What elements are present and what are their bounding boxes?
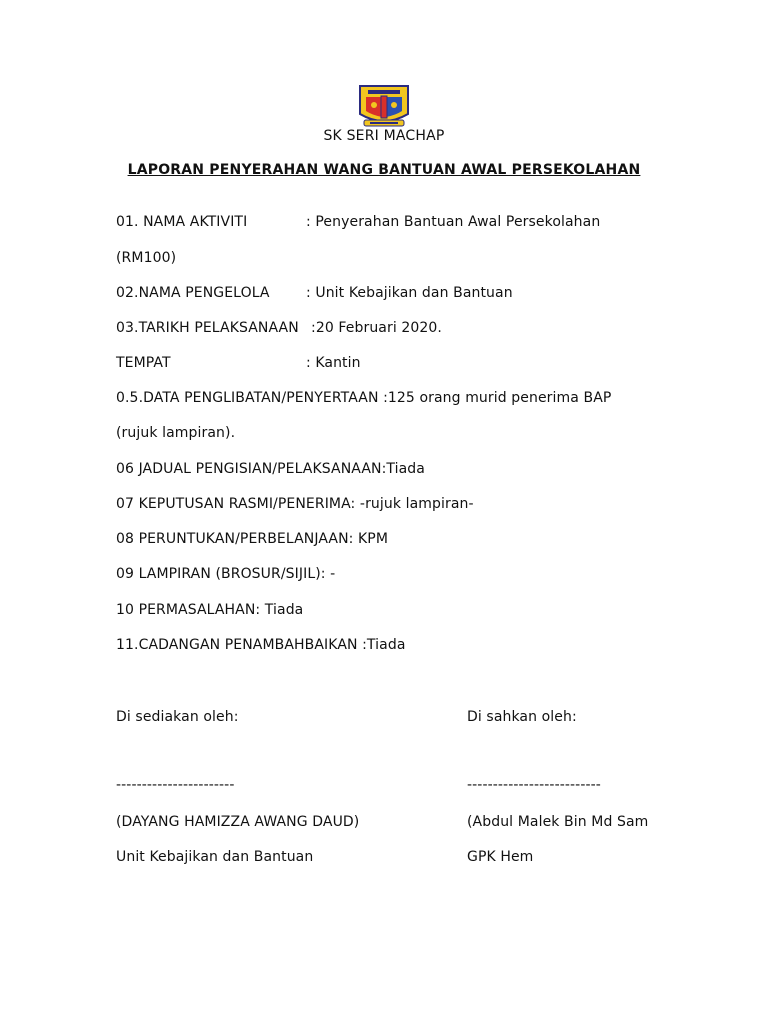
verified-signature-line: --------------------------	[467, 777, 601, 793]
prepared-signature-line: -----------------------	[116, 777, 235, 793]
verified-by-label: Di sahkan oleh:	[467, 709, 577, 725]
activity-label: 01. NAMA AKTIVITI	[116, 214, 248, 230]
participation-continued: (rujuk lampiran).	[116, 425, 236, 441]
suggestions-line: 11.CADANGAN PENAMBAHBAIKAN :Tiada	[116, 637, 406, 653]
verified-unit: GPK Hem	[467, 849, 534, 865]
prepared-by-label: Di sediakan oleh:	[116, 709, 239, 725]
document-title: LAPORAN PENYERAHAN WANG BANTUAN AWAL PERSEKOLAHAN	[127, 162, 641, 178]
organizer-label: 02.NAMA PENGELOLA	[116, 285, 270, 301]
organizer-value: : Unit Kebajikan dan Bantuan	[306, 285, 513, 301]
date-label: 03.TARIKH PELAKSANAAN	[116, 320, 299, 336]
prepared-unit: Unit Kebajikan dan Bantuan	[116, 849, 314, 865]
schedule-line: 06 JADUAL PENGISIAN/PELAKSANAAN:Tiada	[116, 461, 425, 477]
activity-value: : Penyerahan Bantuan Awal Persekolahan	[306, 214, 601, 230]
place-label: TEMPAT	[116, 355, 171, 371]
date-value: :20 Februari 2020.	[311, 320, 442, 336]
school-crest-icon	[356, 84, 412, 128]
prepared-name: (DAYANG HAMIZZA AWANG DAUD)	[116, 814, 360, 830]
place-value: : Kantin	[306, 355, 361, 371]
verified-name: (Abdul Malek Bin Md Sam	[467, 814, 649, 830]
participation-line: 0.5.DATA PENGLIBATAN/PENYERTAAN :125 orang murid penerima BAP	[116, 390, 612, 406]
issues-line: 10 PERMASALAHAN: Tiada	[116, 602, 304, 618]
attachment-line: 09 LAMPIRAN (BROSUR/SIJIL): -	[116, 566, 336, 582]
activity-value-continued: (RM100)	[116, 250, 177, 266]
decision-line: 07 KEPUTUSAN RASMI/PENERIMA: -rujuk lampiran-	[116, 496, 474, 512]
budget-line: 08 PERUNTUKAN/PERBELANJAAN: KPM	[116, 531, 389, 547]
school-name: SK SERI MACHAP	[323, 128, 445, 144]
